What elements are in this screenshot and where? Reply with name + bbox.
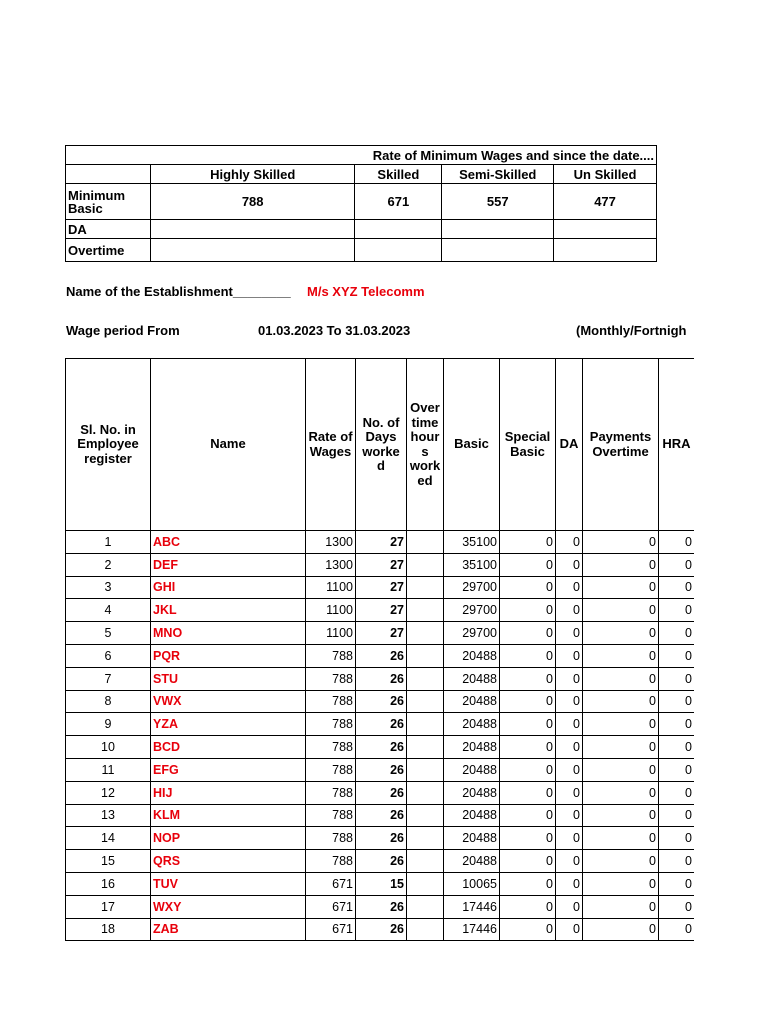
cell-name: QRS	[151, 850, 306, 873]
da-un-skilled	[554, 220, 657, 239]
cell-basic: 20488	[444, 736, 500, 759]
cell-days: 26	[356, 690, 407, 713]
cell-hra: 0	[659, 872, 695, 895]
col-header-overtime-hours: Over time hour s work ed	[407, 359, 444, 531]
cell-overtime-hours	[407, 599, 444, 622]
cell-rate: 788	[306, 850, 356, 873]
cell-special-basic: 0	[500, 850, 556, 873]
cell-sl-no: 9	[66, 713, 151, 736]
table-row	[66, 850, 695, 873]
cell-basic: 20488	[444, 827, 500, 850]
cell-payments-overtime: 0	[583, 622, 659, 645]
table-row	[66, 781, 695, 804]
wage-period-label: Wage period From	[66, 323, 180, 338]
cell-rate: 788	[306, 690, 356, 713]
cell-overtime-hours	[407, 895, 444, 918]
col-header-basic: Basic	[444, 359, 500, 531]
cell-overtime-hours	[407, 804, 444, 827]
da-skilled	[355, 220, 442, 239]
cell-rate: 1300	[306, 553, 356, 576]
cell-basic: 20488	[444, 781, 500, 804]
cell-special-basic: 0	[500, 667, 556, 690]
cell-da: 0	[556, 576, 583, 599]
cell-rate: 1100	[306, 599, 356, 622]
cell-rate: 788	[306, 736, 356, 759]
wage-period-type: (Monthly/Fortnigh	[576, 323, 687, 338]
cell-sl-no: 15	[66, 850, 151, 873]
table-row	[66, 736, 695, 759]
table-row	[66, 895, 695, 918]
cell-name: BCD	[151, 736, 306, 759]
col-header-name: Name	[151, 359, 306, 531]
cell-basic: 35100	[444, 553, 500, 576]
cell-sl-no: 2	[66, 553, 151, 576]
cell-payments-overtime: 0	[583, 918, 659, 941]
cell-payments-overtime: 0	[583, 895, 659, 918]
table-row	[66, 690, 695, 713]
cell-special-basic: 0	[500, 758, 556, 781]
table-row	[66, 576, 695, 599]
cell-sl-no: 6	[66, 644, 151, 667]
cell-special-basic: 0	[500, 576, 556, 599]
cell-payments-overtime: 0	[583, 553, 659, 576]
cell-hra: 0	[659, 736, 695, 759]
cell-payments-overtime: 0	[583, 690, 659, 713]
cell-days: 26	[356, 713, 407, 736]
cell-basic: 20488	[444, 804, 500, 827]
table-row	[66, 599, 695, 622]
cell-basic: 29700	[444, 576, 500, 599]
cell-payments-overtime: 0	[583, 736, 659, 759]
cell-basic: 20488	[444, 850, 500, 873]
cell-name: WXY	[151, 895, 306, 918]
col-header-sl-no: Sl. No. in Employee register	[66, 359, 151, 531]
min-basic-skilled: 671	[355, 184, 442, 220]
cell-da: 0	[556, 644, 583, 667]
table-row	[66, 644, 695, 667]
cell-name: MNO	[151, 622, 306, 645]
wages-rows	[66, 531, 695, 941]
table-row	[66, 553, 695, 576]
cell-days: 15	[356, 872, 407, 895]
cell-basic: 10065	[444, 872, 500, 895]
cell-name: HIJ	[151, 781, 306, 804]
col-header-payments-overtime: Payments Overtime	[583, 359, 659, 531]
cell-name: ABC	[151, 531, 306, 554]
cell-special-basic: 0	[500, 736, 556, 759]
cell-special-basic: 0	[500, 622, 556, 645]
cell-da: 0	[556, 531, 583, 554]
cell-payments-overtime: 0	[583, 713, 659, 736]
cell-days: 27	[356, 576, 407, 599]
col-header-days: No. of Days worke d	[356, 359, 407, 531]
header-skilled: Skilled	[355, 165, 442, 184]
cell-days: 27	[356, 553, 407, 576]
cell-hra: 0	[659, 667, 695, 690]
cell-name: TUV	[151, 872, 306, 895]
cell-rate: 1100	[306, 576, 356, 599]
cell-days: 26	[356, 804, 407, 827]
cell-payments-overtime: 0	[583, 576, 659, 599]
cell-hra: 0	[659, 758, 695, 781]
cell-overtime-hours	[407, 850, 444, 873]
cell-name: PQR	[151, 644, 306, 667]
cell-rate: 671	[306, 895, 356, 918]
col-header-da: DA	[556, 359, 583, 531]
cell-special-basic: 0	[500, 918, 556, 941]
cell-special-basic: 0	[500, 827, 556, 850]
col-header-special-basic: Special Basic	[500, 359, 556, 531]
cell-rate: 788	[306, 667, 356, 690]
cell-da: 0	[556, 918, 583, 941]
cell-basic: 35100	[444, 531, 500, 554]
cell-da: 0	[556, 667, 583, 690]
cell-name: KLM	[151, 804, 306, 827]
cell-payments-overtime: 0	[583, 804, 659, 827]
table-row	[66, 827, 695, 850]
cell-days: 26	[356, 736, 407, 759]
cell-overtime-hours	[407, 553, 444, 576]
cell-basic: 20488	[444, 667, 500, 690]
header-semi-skilled: Semi-Skilled	[442, 165, 554, 184]
table-row	[66, 918, 695, 941]
cell-hra: 0	[659, 599, 695, 622]
cell-sl-no: 17	[66, 895, 151, 918]
minimum-wages-table	[65, 145, 657, 262]
cell-payments-overtime: 0	[583, 827, 659, 850]
cell-da: 0	[556, 895, 583, 918]
cell-basic: 29700	[444, 599, 500, 622]
cell-days: 26	[356, 667, 407, 690]
cell-hra: 0	[659, 690, 695, 713]
row-label-minimum-basic: Minimum Basic	[66, 184, 151, 220]
cell-special-basic: 0	[500, 553, 556, 576]
cell-rate: 671	[306, 872, 356, 895]
table-row	[66, 531, 695, 554]
cell-da: 0	[556, 850, 583, 873]
cell-rate: 788	[306, 713, 356, 736]
cell-da: 0	[556, 622, 583, 645]
cell-da: 0	[556, 781, 583, 804]
cell-da: 0	[556, 690, 583, 713]
cell-overtime-hours	[407, 690, 444, 713]
cell-overtime-hours	[407, 872, 444, 895]
establishment-label: Name of the Establishment________	[66, 284, 291, 299]
cell-special-basic: 0	[500, 644, 556, 667]
cell-basic: 17446	[444, 895, 500, 918]
cell-payments-overtime: 0	[583, 599, 659, 622]
cell-sl-no: 4	[66, 599, 151, 622]
cell-hra: 0	[659, 576, 695, 599]
cell-da: 0	[556, 758, 583, 781]
table-row	[66, 667, 695, 690]
cell-days: 26	[356, 895, 407, 918]
cell-overtime-hours	[407, 576, 444, 599]
cell-overtime-hours	[407, 667, 444, 690]
cell-rate: 1300	[306, 531, 356, 554]
cell-payments-overtime: 0	[583, 781, 659, 804]
cell-payments-overtime: 0	[583, 644, 659, 667]
col-header-rate: Rate of Wages	[306, 359, 356, 531]
col-header-hra: HRA	[659, 359, 695, 531]
min-basic-un-skilled: 477	[554, 184, 657, 220]
cell-name: ZAB	[151, 918, 306, 941]
cell-payments-overtime: 0	[583, 850, 659, 873]
cell-hra: 0	[659, 553, 695, 576]
cell-da: 0	[556, 827, 583, 850]
cell-days: 27	[356, 622, 407, 645]
cell-basic: 17446	[444, 918, 500, 941]
cell-overtime-hours	[407, 758, 444, 781]
cell-days: 26	[356, 758, 407, 781]
cell-basic: 20488	[444, 758, 500, 781]
cell-days: 26	[356, 918, 407, 941]
cell-da: 0	[556, 736, 583, 759]
cell-hra: 0	[659, 531, 695, 554]
cell-sl-no: 13	[66, 804, 151, 827]
cell-rate: 1100	[306, 622, 356, 645]
cell-sl-no: 3	[66, 576, 151, 599]
cell-sl-no: 12	[66, 781, 151, 804]
table-row	[66, 758, 695, 781]
cell-overtime-hours	[407, 736, 444, 759]
overtime-skilled	[355, 239, 442, 262]
cell-da: 0	[556, 553, 583, 576]
table-row	[66, 713, 695, 736]
cell-sl-no: 14	[66, 827, 151, 850]
min-basic-semi-skilled: 557	[442, 184, 554, 220]
cell-hra: 0	[659, 895, 695, 918]
cell-rate: 788	[306, 644, 356, 667]
cell-hra: 0	[659, 713, 695, 736]
cell-overtime-hours	[407, 644, 444, 667]
cell-hra: 0	[659, 804, 695, 827]
cell-da: 0	[556, 804, 583, 827]
cell-special-basic: 0	[500, 690, 556, 713]
cell-special-basic: 0	[500, 599, 556, 622]
row-label-da: DA	[66, 220, 151, 239]
cell-da: 0	[556, 713, 583, 736]
overtime-semi-skilled	[442, 239, 554, 262]
cell-rate: 788	[306, 758, 356, 781]
cell-sl-no: 7	[66, 667, 151, 690]
rates-title: Rate of Minimum Wages and since the date....	[66, 146, 657, 165]
cell-special-basic: 0	[500, 531, 556, 554]
cell-name: GHI	[151, 576, 306, 599]
cell-hra: 0	[659, 827, 695, 850]
row-label-overtime: Overtime	[66, 239, 151, 262]
cell-sl-no: 16	[66, 872, 151, 895]
cell-basic: 20488	[444, 690, 500, 713]
cell-sl-no: 10	[66, 736, 151, 759]
table-row	[66, 804, 695, 827]
cell-hra: 0	[659, 850, 695, 873]
cell-name: NOP	[151, 827, 306, 850]
cell-name: EFG	[151, 758, 306, 781]
cell-payments-overtime: 0	[583, 872, 659, 895]
cell-da: 0	[556, 599, 583, 622]
cell-hra: 0	[659, 781, 695, 804]
da-highly-skilled	[150, 220, 355, 239]
cell-overtime-hours	[407, 531, 444, 554]
cell-days: 26	[356, 827, 407, 850]
table-row	[66, 622, 695, 645]
cell-special-basic: 0	[500, 713, 556, 736]
min-basic-highly-skilled: 788	[150, 184, 355, 220]
cell-payments-overtime: 0	[583, 531, 659, 554]
cell-special-basic: 0	[500, 804, 556, 827]
overtime-un-skilled	[554, 239, 657, 262]
cell-sl-no: 1	[66, 531, 151, 554]
cell-sl-no: 5	[66, 622, 151, 645]
cell-rate: 788	[306, 804, 356, 827]
cell-basic: 20488	[444, 713, 500, 736]
header-un-skilled: Un Skilled	[554, 165, 657, 184]
cell-name: STU	[151, 667, 306, 690]
cell-overtime-hours	[407, 713, 444, 736]
cell-hra: 0	[659, 622, 695, 645]
cell-sl-no: 11	[66, 758, 151, 781]
cell-days: 26	[356, 644, 407, 667]
cell-days: 26	[356, 781, 407, 804]
establishment-name: M/s XYZ Telecomm	[307, 284, 425, 299]
cell-overtime-hours	[407, 622, 444, 645]
wage-period-dates: 01.03.2023 To 31.03.2023	[258, 323, 411, 338]
cell-payments-overtime: 0	[583, 667, 659, 690]
cell-name: DEF	[151, 553, 306, 576]
cell-overtime-hours	[407, 918, 444, 941]
cell-days: 27	[356, 531, 407, 554]
cell-hra: 0	[659, 644, 695, 667]
cell-days: 26	[356, 850, 407, 873]
table-row	[66, 872, 695, 895]
cell-hra: 0	[659, 918, 695, 941]
cell-special-basic: 0	[500, 872, 556, 895]
cell-name: YZA	[151, 713, 306, 736]
cell-overtime-hours	[407, 781, 444, 804]
overtime-highly-skilled	[150, 239, 355, 262]
cell-rate: 788	[306, 781, 356, 804]
cell-rate: 788	[306, 827, 356, 850]
cell-days: 27	[356, 599, 407, 622]
cell-name: JKL	[151, 599, 306, 622]
cell-name: VWX	[151, 690, 306, 713]
cell-special-basic: 0	[500, 895, 556, 918]
wages-register-table	[65, 358, 694, 941]
cell-basic: 20488	[444, 644, 500, 667]
cell-basic: 29700	[444, 622, 500, 645]
cell-special-basic: 0	[500, 781, 556, 804]
cell-sl-no: 18	[66, 918, 151, 941]
header-highly-skilled: Highly Skilled	[150, 165, 355, 184]
cell-da: 0	[556, 872, 583, 895]
cell-overtime-hours	[407, 827, 444, 850]
cell-payments-overtime: 0	[583, 758, 659, 781]
da-semi-skilled	[442, 220, 554, 239]
cell-sl-no: 8	[66, 690, 151, 713]
cell-rate: 671	[306, 918, 356, 941]
